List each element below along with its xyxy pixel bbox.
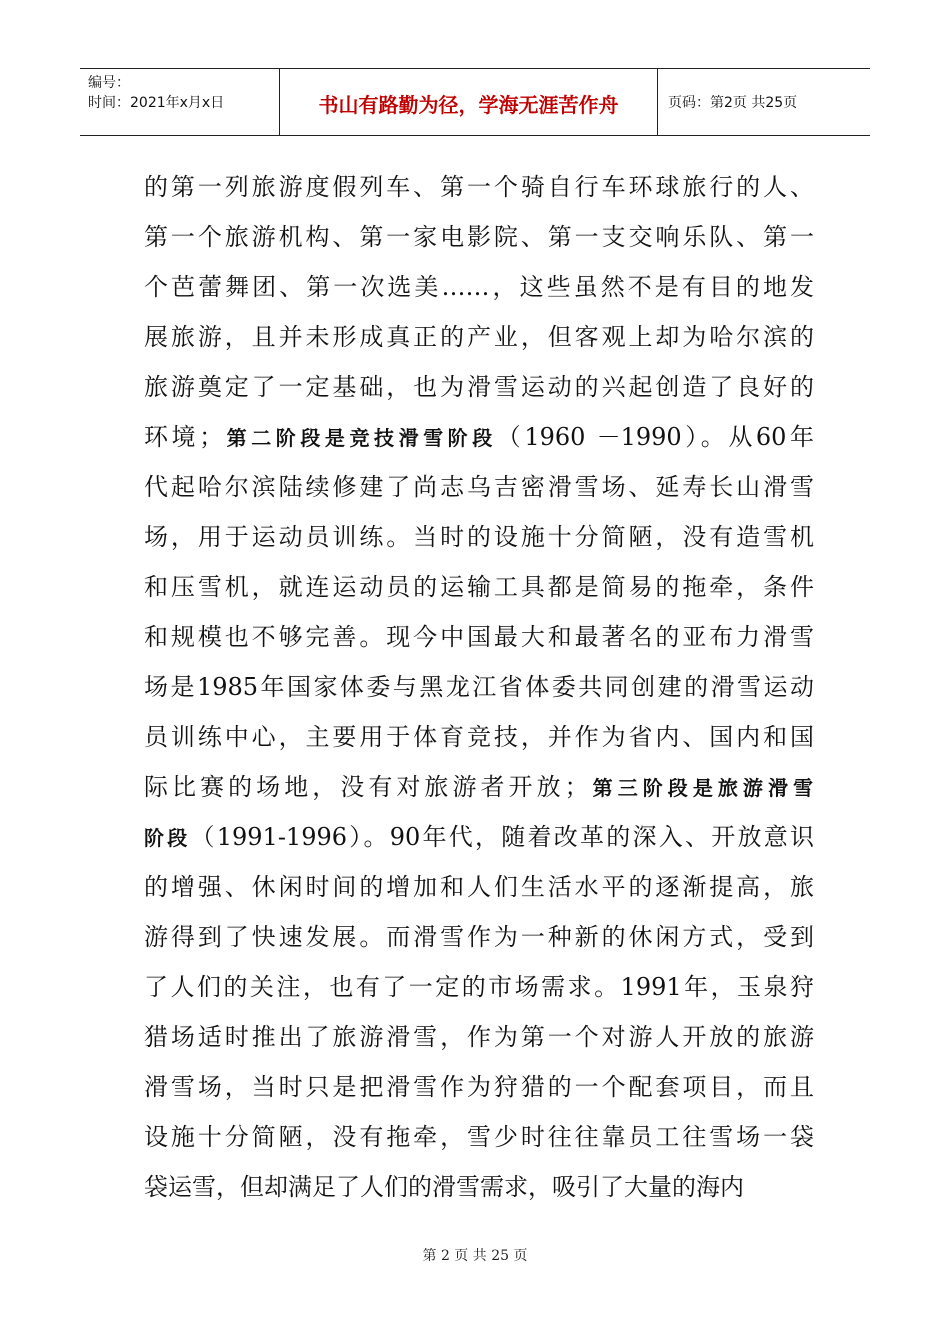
text-segment: （1991-1996）。90年代，随着改革的深入、开放意识: [190, 823, 814, 851]
text-line: [144, 362, 814, 412]
text-line: [144, 1062, 814, 1112]
text-segment: 场是1985年国家体委与黑龙江省体委共同创建的滑雪运动: [144, 673, 814, 701]
text-line: [144, 1162, 814, 1212]
text-segment: 了人们的关注，也有了一定的市场需求。1991年，玉泉狩: [144, 973, 814, 1001]
date-label: 时间：2021年x月x日: [88, 95, 225, 111]
text-segment: 猎场适时推出了旅游滑雪，作为第一个对游人开放的旅游: [144, 1023, 814, 1051]
text-line: [144, 862, 814, 912]
number-label: 编号：: [88, 75, 130, 91]
text-segment: 的增强、休闲时间的增加和人们生活水平的逐渐提高，旅: [144, 873, 814, 901]
text-line: [144, 712, 814, 762]
text-segment: 和压雪机，就连运动员的运输工具都是简易的拖牵，条件: [144, 573, 814, 601]
text-segment: 代起哈尔滨陆续修建了尚志乌吉密滑雪场、延寿长山滑雪: [144, 473, 814, 501]
stage-heading: 第二阶段是竞技滑雪阶段: [223, 426, 497, 450]
text-line: [144, 512, 814, 562]
text-segment: （1960 －1990）。从60年: [496, 423, 815, 451]
stage-heading: 阶段: [144, 826, 191, 850]
text-segment: 员训练中心，主要用于体育竞技，并作为省内、国内和国: [144, 723, 814, 751]
text-segment: 第一个旅游机构、第一家电影院、第一支交响乐队、第一: [144, 223, 814, 251]
document-body: [144, 162, 814, 1212]
header-page-info: 页码：第2页 共25页: [668, 95, 798, 111]
text-segment: 场，用于运动员训练。当时的设施十分简陋，没有造雪机: [144, 523, 814, 551]
text-line: [144, 1012, 814, 1062]
text-line: [144, 412, 814, 462]
text-segment: 个芭蕾舞团、第一次选美……，这些虽然不是有目的地发: [144, 273, 814, 301]
text-line: [144, 812, 814, 862]
text-segment: 的第一列旅游度假列车、第一个骑自行车环球旅行的人、: [144, 173, 814, 201]
text-line: [144, 312, 814, 362]
text-segment: 游得到了快速发展。而滑雪作为一种新的休闲方式，受到: [144, 923, 814, 951]
text-segment: 袋运雪，但却满足了人们的滑雪需求，吸引了大量的海内: [144, 1173, 744, 1201]
text-line: [144, 912, 814, 962]
text-line: [144, 612, 814, 662]
text-segment: 展旅游，且并未形成真正的产业，但客观上却为哈尔滨的: [144, 323, 814, 351]
text-line: [144, 1112, 814, 1162]
text-line: [144, 962, 814, 1012]
text-line: [144, 162, 814, 212]
text-segment: 环境；: [144, 423, 224, 451]
page-header: [80, 68, 870, 136]
text-line: [144, 662, 814, 712]
text-segment: 际比赛的场地，没有对旅游者开放；: [144, 773, 589, 801]
page-footer: 第 2 页 共 25 页: [422, 1248, 528, 1264]
text-line: [144, 212, 814, 262]
text-line: [144, 262, 814, 312]
text-line: [144, 562, 814, 612]
stage-heading: 第三阶段是旅游滑雪: [588, 776, 815, 800]
header-meta: [80, 69, 280, 135]
text-segment: 滑雪场，当时只是把滑雪作为狩猎的一个配套项目，而且: [144, 1073, 814, 1101]
text-line: [144, 762, 814, 812]
text-line: [144, 462, 814, 512]
text-segment: 设施十分简陋，没有拖牵，雪少时往往靠员工往雪场一袋: [144, 1123, 814, 1151]
text-segment: 旅游奠定了一定基础，也为滑雪运动的兴起创造了良好的: [144, 373, 814, 401]
text-segment: 和规模也不够完善。现今中国最大和最著名的亚布力滑雪: [144, 623, 814, 651]
header-motto: 书山有路勤为径，学海无涯苦作舟: [280, 69, 658, 135]
